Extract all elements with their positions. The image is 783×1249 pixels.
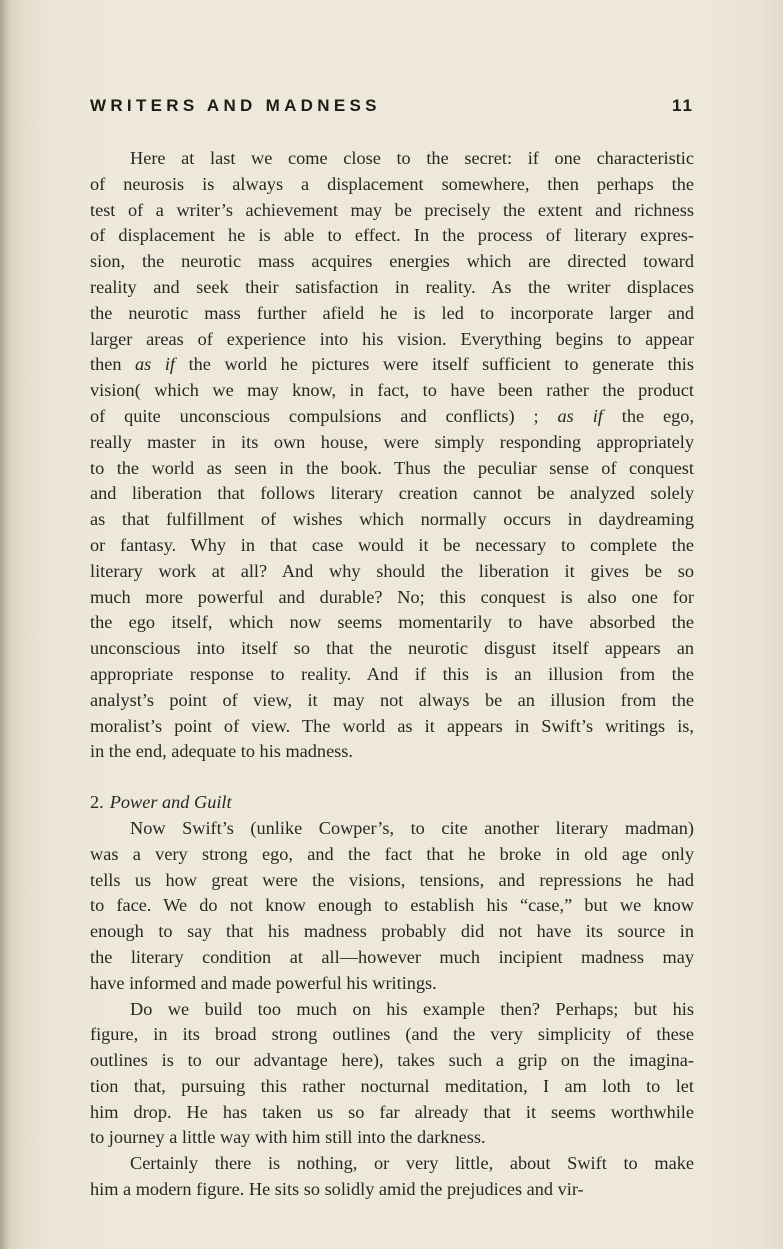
text-line: figure, in its broad strong outlines (and the very simplicity of these — [90, 1024, 694, 1045]
text-line: have informed and made powerful his writings. — [90, 972, 437, 993]
running-head-title: WRITERS AND MADNESS — [90, 96, 381, 115]
text-line: was a very strong ego, and the fact that he broke in old age only — [90, 843, 694, 864]
text-line: outlines is to our advantage here), takes such a grip on the imagina- — [90, 1050, 694, 1071]
text-line: him a modern figure. He sits so solidly amid the prejudices and vir- — [90, 1179, 584, 1200]
text-line: really master in its own house, were simply responding appropriately — [90, 431, 694, 452]
text-line: moralist’s point of view. The world as it appears in Swift’s writings is, — [90, 715, 694, 736]
text-line: Here at last we come close to the secret: if one characteristic — [130, 148, 694, 168]
text-line: Certainly there is nothing, or very little, about Swift to make — [130, 1153, 694, 1174]
text-line: the neurotic mass further afield he is led to incorporate larger and — [90, 302, 694, 323]
text-line: then as if the world he pictures were itself sufficient to generate this — [90, 354, 694, 375]
text-line: to face. We do not know enough to establish his “case,” but we know — [90, 895, 694, 916]
text-line: to journey a little way with him still into the darkness. — [90, 1127, 486, 1148]
text-line: Now Swift’s (unlike Cowper’s, to cite another literary madman) — [130, 817, 694, 838]
text-line: test of a writer’s achievement may be precisely the extent and richness — [90, 199, 694, 220]
text-line: tion that, pursuing this rather nocturnal meditation, I am loth to let — [90, 1075, 694, 1096]
text-line: reality and seek their satisfaction in reality. As the writer displaces — [90, 276, 694, 297]
italic-phrase: as if — [135, 354, 176, 375]
text-line: the literary condition at all—however much incipient madness may — [90, 946, 694, 967]
text-line: of quite unconscious compulsions and conflicts) ; as if the ego, — [90, 405, 695, 426]
text-line: analyst’s point of view, it may not always be an illusion from the — [90, 689, 694, 710]
text-line: of neurosis is always a displacement somewhere, then perhaps the — [90, 173, 694, 194]
section-gap — [90, 765, 694, 790]
text-line: or fantasy. Why in that case would it be necessary to complete the — [90, 534, 694, 555]
body-text — [90, 146, 694, 1203]
text-line: much more powerful and durable? No; this conquest is also one for — [90, 586, 694, 607]
text-line: of displacement he is able to effect. In the process of literary expres- — [90, 225, 694, 246]
text-line: him drop. He has taken us so far already that it seems worthwhile — [90, 1101, 694, 1122]
text-line: Do we build too much on his example then? Perhaps; but his — [130, 998, 694, 1019]
text-line: vision( which we may know, in fact, to have been rather the product — [90, 380, 694, 401]
text-line: to the world as seen in the book. Thus the peculiar sense of conquest — [90, 457, 694, 478]
paragraph-3 — [90, 997, 694, 1152]
text-line: the ego itself, which now seems momentarily to have absorbed the — [90, 612, 694, 633]
text-line: enough to say that his madness probably did not have its source in — [90, 921, 694, 942]
running-head — [90, 93, 694, 119]
italic-phrase: as if — [557, 405, 603, 426]
paragraph-2 — [90, 816, 694, 997]
text-line: tells us how great were the visions, tensions, and repressions he had — [90, 869, 694, 890]
text-line: unconscious into itself so that the neurotic disgust itself appears an — [90, 638, 694, 659]
text-line: larger areas of experience into his vision. Everything begins to appear — [90, 328, 694, 349]
text-line: and liberation that follows literary creation cannot be analyzed solely — [90, 483, 694, 504]
section-number: 2. — [90, 792, 104, 813]
paragraph-4 — [90, 1151, 694, 1203]
paragraph-1 — [90, 146, 694, 765]
text-line: appropriate response to reality. And if this is an illusion from the — [90, 663, 694, 684]
text-line: sion, the neurotic mass acquires energies which are directed toward — [90, 251, 694, 272]
text-line: in the end, adequate to his madness. — [90, 741, 353, 762]
section-title: Power and Guilt — [109, 792, 232, 813]
spine-shadow — [0, 0, 10, 1249]
text-line: literary work at all? And why should the liberation it gives be so — [90, 560, 694, 581]
page-number: 11 — [672, 96, 694, 115]
section-heading — [90, 790, 694, 816]
text-line: as that fulfillment of wishes which normally occurs in daydreaming — [90, 509, 694, 530]
